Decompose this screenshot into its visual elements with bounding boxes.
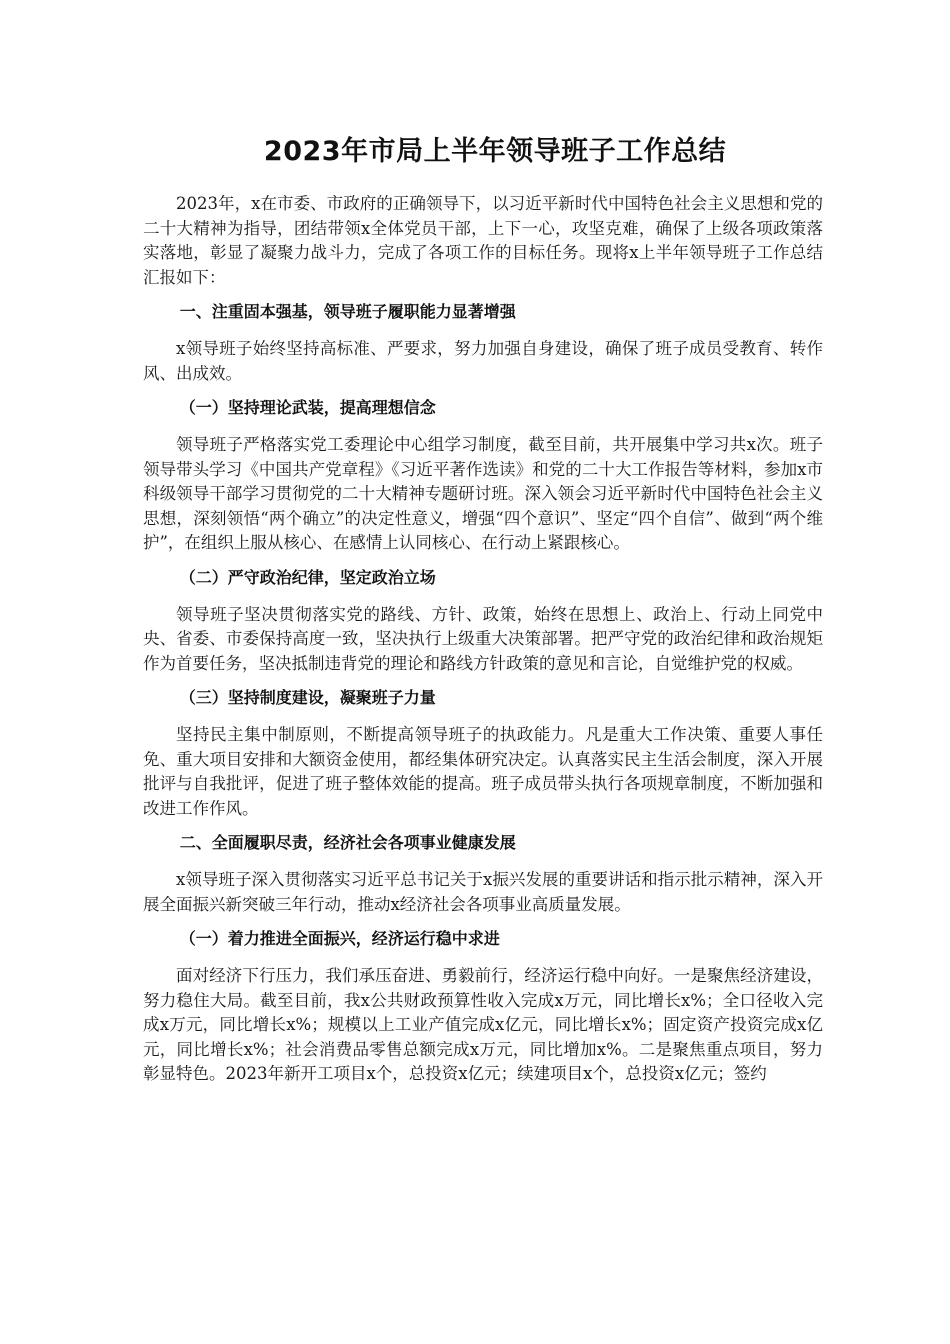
subsection-heading-1-2: （二）严守政治纪律，坚定政治立场 <box>179 567 436 587</box>
paragraph-intro: 2023年，x在市委、市政府的正确领导下，以习近平新时代中国特色社会主义思想和党的二十大精神为指导，团结带领x全体党员干部，上下一心，攻坚克难，确保了上级各项政策落实落地，彰显了凝聚力战斗力，完成了各项工作的目标任务。现将x上半年领导班子工作总结汇报如下： <box>143 194 823 287</box>
subsection-heading-2-1: （一）着力推进全面振兴，经济运行稳中求进 <box>179 929 500 948</box>
paragraph-economy: 面对经济下行压力，我们承压奋进、勇毅前行，经济运行稳中向好。一是聚焦经济建设，努力稳住大局。截至目前，我x公共财政预算性收入完成x万元，同比增长x%；全口径收入完成x万元，同比增长x%；规模以上工业产值完成x亿元，同比增长x%；固定资产投资完成x亿元，同比增长x%；社会消费品零售总额完成x万元，同比增加x%。二是聚焦重点项目，努力彰显特色。2023年新开工项目x个，总投资x亿元；续建项目x个，总投资x亿元；签约 <box>143 966 823 1083</box>
document-page <box>143 130 823 1097</box>
section-heading-2: 二、全面履职尽责，经济社会各项事业健康发展 <box>179 833 516 852</box>
paragraph-section-2-intro: x领导班子深入贯彻落实习近平总书记关于x振兴发展的重要讲话和指示批示精神，深入开展全面振兴新突破三年行动，推动x经济社会各项事业高质量发展。 <box>143 870 823 914</box>
section-heading-1: 一、注重固本强基，领导班子履职能力显著增强 <box>179 302 516 321</box>
paragraph-system-building: 坚持民主集中制原则，不断提高领导班子的执政能力。凡是重大工作决策、重要人事任免、重大项目安排和大额资金使用，都经集体研究决定。认真落实民主生活会制度，深入开展批评与自我批评，促进了班子整体效能的提高。班子成员带头执行各项规章制度，不断加强和改进工作作风。 <box>143 725 823 818</box>
subsection-heading-1-3: （三）坚持制度建设，凝聚班子力量 <box>179 688 436 707</box>
paragraph-section-1-intro: x领导班子始终坚持高标准、严要求，努力加强自身建设，确保了班子成员受教育、转作风、出成效。 <box>143 339 823 383</box>
paragraph-political-discipline: 领导班子坚决贯彻落实党的路线、方针、政策，始终在思想上、政治上、行动上同党中央、省委、市委保持高度一致，坚决执行上级重大决策部署。把严守党的政治纪律和政治规矩作为首要任务，坚决抵制违背党的理论和路线方针政策的意见和言论，自觉维护党的权威。 <box>143 604 823 673</box>
document-title: 2023年市局上半年领导班子工作总结 <box>263 136 727 167</box>
subsection-heading-1-1: （一）坚持理论武装，提高理想信念 <box>179 398 436 417</box>
paragraph-theory-study: 领导班子严格落实党工委理论中心组学习制度，截至目前，共开展集中学习共x次。班子领导带头学习《中国共产党章程》《习近平著作选读》和党的二十大工作报告等材料，参加x市科级领导干部学习贯彻党的二十大精神专题研讨班。深入领会习近平新时代中国特色社会主义思想，深刻领悟“两个确立”的决定性意义，增强“四个意识”、坚定“四个自信”、做到“两个维护”，在组织上服从核心、在感情上认同核心、在行动上紧跟核心。 <box>143 435 823 552</box>
